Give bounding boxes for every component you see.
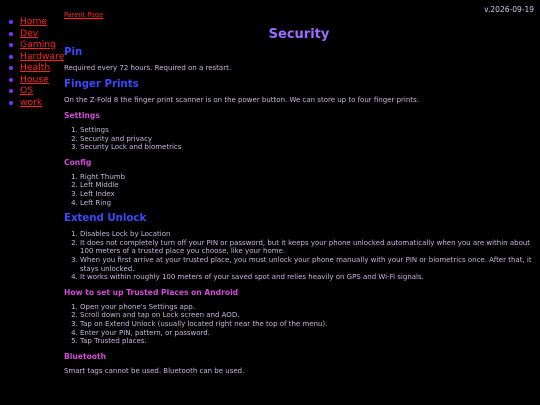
sidebar-item-house[interactable] [6, 74, 60, 86]
config-heading: Config [64, 157, 92, 167]
sidebar-item-hardware[interactable] [6, 50, 65, 63]
list-item: 3. Left Index [80, 190, 534, 199]
list-item: 4. It works within roughly 100 meters of your saved spot and relies heavily on GPS and Wi-Fi signals. [80, 273, 534, 282]
sidebar-link-work[interactable]: work [20, 96, 43, 108]
sidebar-item-home[interactable] [6, 16, 60, 28]
pin-text: Required every 72 hours. Required on a restart. [64, 64, 232, 72]
sidebar-item-work[interactable] [6, 97, 60, 109]
page-title: Security [268, 27, 330, 42]
sidebar-item-health[interactable] [6, 62, 60, 74]
bluetooth-heading: Bluetooth [64, 351, 107, 361]
version-label: v.2026-09-19 [484, 5, 534, 14]
list-item: 3. When you first arrive at your trusted place, you must unlock your phone manually with your PIN or biometrics once. After that, it stays unlocked. [80, 256, 534, 273]
sidebar-link-hardware[interactable]: Hardware [20, 50, 65, 62]
list-item: 2. Scroll down and tap on Lock screen and AOD. [80, 311, 534, 320]
trusted-places-heading: How to set up Trusted Places on Android [64, 287, 239, 297]
list-item: 4. Enter your PIN, pattern, or password. [80, 329, 534, 338]
sidebar-item-gaming[interactable] [6, 39, 60, 51]
list-item: 2. It does not completely turn off your PIN or password, but it keeps your phone unlocked automatically when you are within about 100 meters of a trusted place you choose, like your home. [80, 239, 534, 256]
main-content [64, 11, 534, 382]
pin-heading: Pin [64, 47, 83, 58]
sidebar-link-health[interactable]: Health [20, 62, 51, 73]
list-item: 3. Security Lock and biometrics [80, 143, 534, 152]
parent-page-link[interactable]: Parent Page [64, 11, 104, 19]
bluetooth-text: Smart tags cannot be used. Bluetooth can be used. [64, 366, 245, 375]
list-item: 2. Left Middle [80, 181, 534, 190]
sidebar-link-home[interactable]: Home [20, 16, 48, 27]
settings-heading: Settings [64, 111, 100, 120]
finger-prints-heading: Finger Prints [64, 79, 139, 90]
sidebar-item-os[interactable] [6, 85, 60, 97]
sidebar-link-house[interactable]: House [20, 73, 49, 85]
list-item: 3. Tap on Extend Unlock (usually located right near the top of the menu). [80, 320, 534, 329]
sidebar-item-dev[interactable] [6, 28, 60, 40]
list-item: 4. Left Ring [80, 199, 534, 208]
extend-unlock-list [64, 230, 534, 282]
list-item: 1. Settings [80, 126, 534, 135]
config-list [64, 173, 534, 207]
list-item: 5. Tap Trusted places. [80, 337, 534, 346]
sidebar-nav [6, 16, 65, 108]
sidebar-link-os[interactable]: OS [20, 85, 34, 96]
list-item: 2. Security and privacy [80, 135, 534, 144]
extend-unlock-heading: Extend Unlock [64, 213, 147, 225]
list-item: 1. Disables Lock by Location [80, 230, 534, 239]
trusted-places-steps-list [64, 303, 534, 346]
sidebar-link-dev[interactable]: Dev [20, 27, 39, 39]
sidebar-link-gaming[interactable]: Gaming [20, 39, 56, 50]
list-item: 1. Right Thumb [80, 173, 534, 182]
finger-prints-text: On the Z-Fold 8 the finger print scanner is on the power button. We can store up to four finger prints. [64, 96, 419, 104]
list-item: 1. Open your phone's Settings app. [80, 303, 534, 312]
settings-steps-list [64, 126, 534, 152]
